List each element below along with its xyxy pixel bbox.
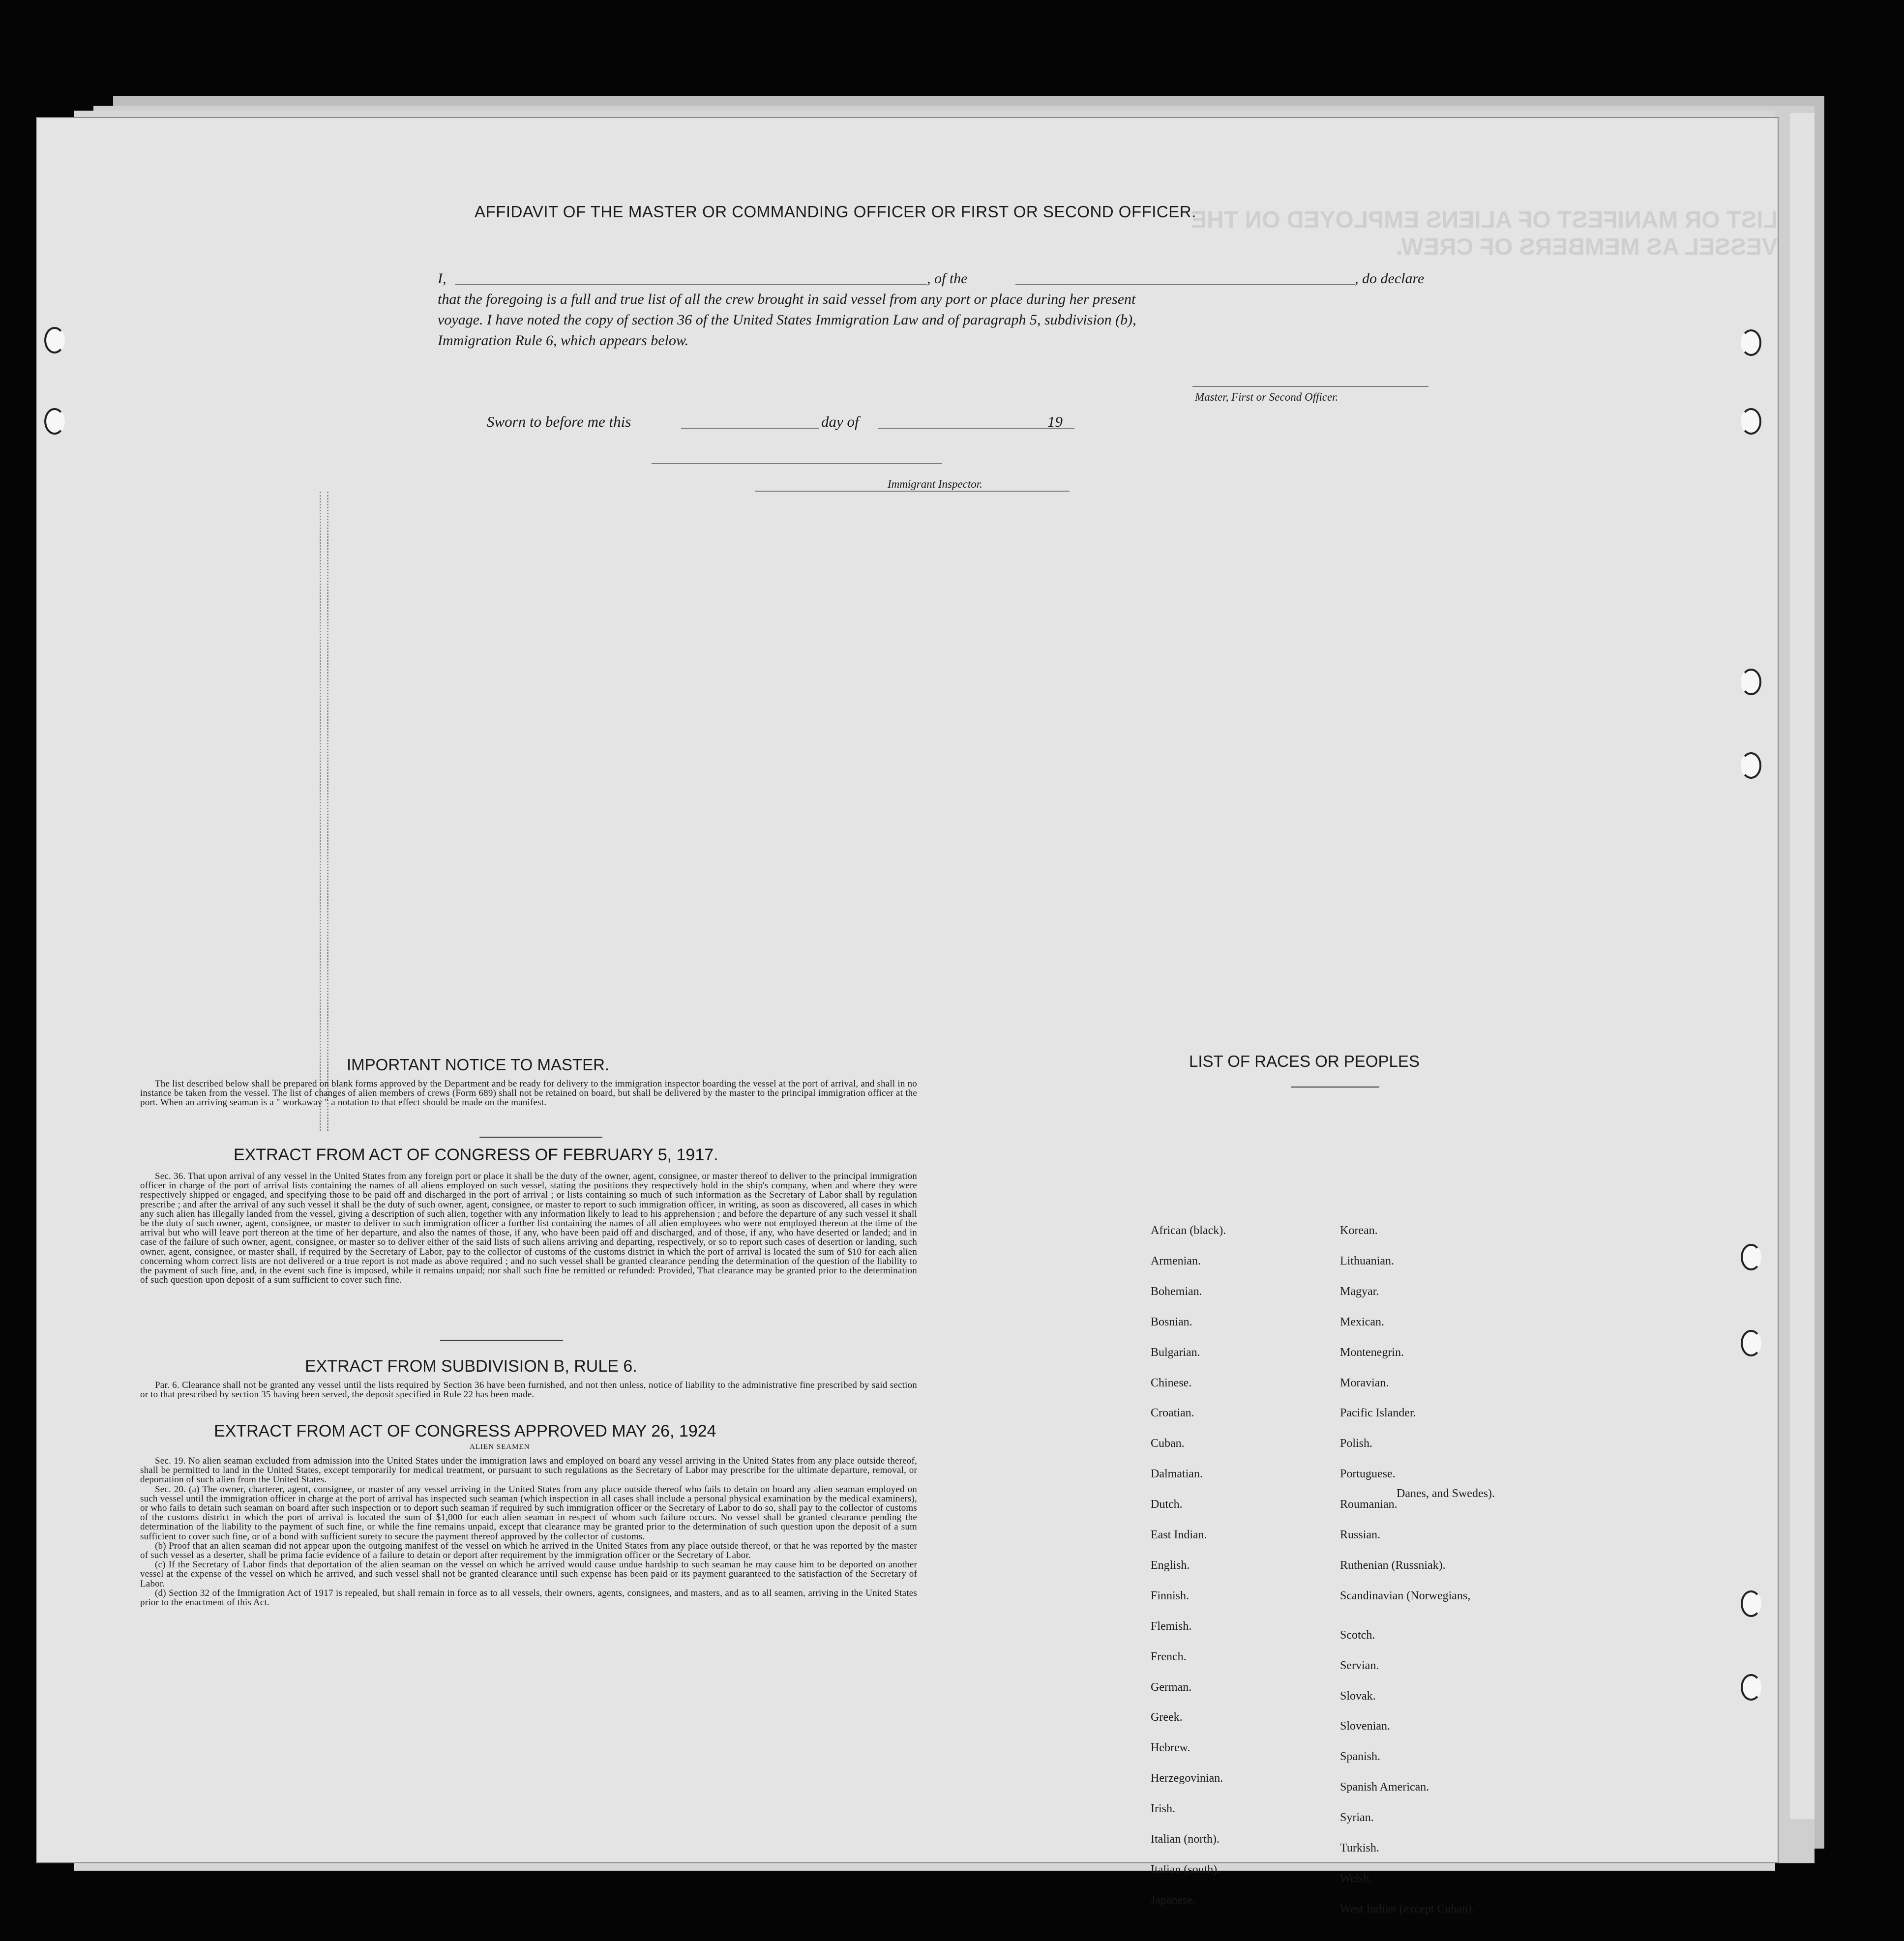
affidavit-do-declare-label: , do declare [1355, 270, 1425, 287]
race-item: Slovenian. [1340, 1720, 1390, 1733]
punch-hole [1741, 1330, 1761, 1356]
inspector-signature-line[interactable] [755, 491, 1070, 492]
year-label: 19 [1047, 413, 1063, 430]
race-item: Italian (north). [1151, 1833, 1220, 1846]
race-item: Flemish. [1151, 1619, 1192, 1633]
race-item: African (black). [1151, 1224, 1226, 1237]
race-item: Irish. [1151, 1802, 1175, 1816]
document-page [37, 118, 1778, 1915]
sworn-day-line[interactable] [681, 428, 819, 429]
divider [1291, 1087, 1379, 1088]
race-item: Chinese. [1151, 1376, 1192, 1389]
race-item: German. [1151, 1680, 1192, 1694]
race-item: Pacific Islander. [1340, 1407, 1416, 1420]
master-signature-line[interactable] [1192, 386, 1428, 387]
punch-hole [1741, 1674, 1761, 1701]
punch-hole [1741, 329, 1761, 356]
column-mark [320, 492, 323, 1131]
race-item: Armenian. [1151, 1254, 1201, 1267]
punch-hole [1741, 752, 1761, 779]
race-item: Polish. [1340, 1437, 1373, 1450]
notice-title: IMPORTANT NOTICE TO MASTER. [347, 1056, 610, 1074]
race-item: West Indian (except Cuban). [1340, 1902, 1475, 1915]
race-item: Slovak. [1340, 1689, 1376, 1703]
sworn-month-line[interactable] [878, 428, 1074, 429]
affidavit-i-label: I, [438, 270, 446, 287]
alien-seamen-subtitle: ALIEN SEAMEN [470, 1443, 530, 1451]
divider [479, 1137, 602, 1138]
extract-1924-title: EXTRACT FROM ACT OF CONGRESS APPROVED MAY 26, 1924 [214, 1422, 716, 1441]
punch-hole [44, 408, 65, 435]
race-item: Montenegrin. [1340, 1346, 1404, 1359]
affidavit-title: AFFIDAVIT OF THE MASTER OR COMMANDING OFFICER OR FIRST OR SECOND OFFICER. [475, 203, 1196, 221]
race-item: Spanish. [1340, 1750, 1381, 1764]
race-item: Welsh. [1340, 1872, 1372, 1885]
sec20c-text: (c) If the Secretary of Labor finds that deportation of the alien seaman on the vessel on which he arrived would cause undue hardship to such seaman he may cause him to be deported on another vessel at the expense of the vessel on which he arrived, and such vessel shall not be granted clearance until such expense has been paid or its payment guaranteed to the satisfaction of the Secretary of Labor. [140, 1559, 917, 1589]
race-item: Bulgarian. [1151, 1346, 1200, 1359]
race-item: Croatian. [1151, 1407, 1194, 1420]
race-item: Scandinavian (Norwegians, [1340, 1589, 1471, 1602]
races-title: LIST OF RACES OR PEOPLES [1189, 1052, 1420, 1070]
extract-1924-text [140, 1456, 917, 1607]
race-item: Herzegovinian. [1151, 1772, 1223, 1785]
extract-1917-text: Sec. 36. That upon arrival of any vessel in the United States from any foreign port or place it shall be the duty of the owner, agent, consignee, or master thereof to deliver to the principal immigration officer in charge of the port of arrival lists containing the names of all aliens employed on such vessel, stating the positions they respectively hold in the ship's company, when and where they were respectively shipped or engaged, and specifying those to be paid off and discharged in the port of arrival ; or lists containing so much of such information as the Secretary of Labor shall by regulation prescribe ; and after the arrival of any such vessel it shall be the duty of such owner, agent, consignee, or master to report to such immigration officer, in writing, as soon as discovered, all cases in which any such alien has illegally landed from the vessel, giving a description of such alien, together with any information likely to lead to his apprehension ; and before the departure of any such vessel it shall be the duty of such owner, agent, consignee, or master to deliver to such immigration officer a further list containing the names of all alien employees who were not employed thereon at the time of the arrival but who will leave port thereon at the time of her departure, and also the names of those, if any, who have been paid off and discharged, and of those, if any, who have deserted or landed; and in case of the failure of such owner, agent, consignee, or master so to deliver either of the said lists of such aliens arriving and departing, respectively, or so to report such cases of desertion or landing, such owner, agent, consignee, or master shall, if required by the Secretary of Labor, pay to the collector of customs of the customs district in which the port of arrival is located the sum of $10 for each alien concerning whom correct lists are not delivered or a true report is not made as above required ; and no such vessel shall be granted clearance pending the determination of the question of the liability to the payment of such fine, and, in the event such fine is imposed, while it remains unpaid; nor shall such fine be remitted or refunded: Provided, That clearance may be granted prior to the determination of such question upon deposit of a sum sufficient to cover such fine. [140, 1171, 917, 1286]
sworn-label: Sworn to before me this [487, 413, 631, 430]
race-item: Dutch. [1151, 1498, 1183, 1511]
punch-hole [1741, 669, 1761, 695]
race-item: Spanish American. [1340, 1781, 1429, 1794]
race-item: Japanese. [1151, 1893, 1196, 1907]
extract-rule6-text: Par. 6. Clearance shall not be granted any vessel until the lists required by Section 36 have been furnished, and not then unless, notice of liability to the administrative fine prescribed by said section or to that prescribed by section 35 having been served, the deposit specified in Rule 22 has been made. [140, 1380, 917, 1400]
race-item: Dalmatian. [1151, 1468, 1203, 1481]
race-item: Syrian. [1340, 1811, 1374, 1824]
race-item: English. [1151, 1559, 1190, 1572]
punch-hole [1741, 1244, 1761, 1270]
notice-text: The list described below shall be prepared on blank forms approved by the Department and be ready for delivery to the immigration inspector boarding the vessel at the port of arrival, and shall in no instance be taken from the vessel. The list of changes of alien members of crews (Form 689) shall not be retained on board, but shall be delivered by the master to the principal immigration officer at the port. When an arriving seaman is a " workaway " a notation to that effect should be made on the manifest. [140, 1079, 917, 1108]
punch-hole [1741, 408, 1761, 435]
sec20a-text: Sec. 20. (a) The owner, charterer, agent, consignee, or master of any vessel arriving in the United States from any place outside thereof who fails to detain on board any alien seaman employed on such vessel until the immigration officer in charge at the port of arrival has inspected such seaman (which inspection in all cases shall include a personal physical examination by the medical examiners), or who fails to detain such seaman on board after such inspection or to deport such seaman if required by such immigration officer or the Secretary of Labor to do so, shall pay to the collector of customs of the customs district in which the port of arrival is located the sum of $1,000 for each alien seaman in respect of whom such failure occurs. No vessel shall be granted clearance pending the determination of the liability to the payment of such fine, or while the fine remains unpaid, except that clearance may be granted prior to the determination of such question upon the deposit of a sum sufficient to cover such fine, or of a bond with sufficient surety to secure the payment thereof approved by the collector of customs. [140, 1484, 917, 1542]
background-page-edge [1790, 113, 1815, 1819]
divider [440, 1340, 563, 1341]
name-blank-line[interactable] [455, 284, 927, 285]
column-mark [327, 492, 330, 1131]
extract-rule6-title: EXTRACT FROM SUBDIVISION B, RULE 6. [305, 1357, 637, 1376]
race-item: Scotch. [1340, 1628, 1375, 1642]
race-item: Greek. [1151, 1711, 1183, 1724]
bleed-through: LIST OR MANIFEST OF ALIENS EMPLOYED ON THE VESSEL AS MEMBERS OF CREW. [1191, 207, 1778, 260]
vessel-blank-line[interactable] [1015, 284, 1355, 285]
sec19-text: Sec. 19. No alien seaman excluded from admission into the United States under the immigration laws and employed on board any vessel arriving in the United States from any place outside thereof, shall be permitted to land in the United States, except temporarily for medical treatment, or pursuant to such regulations as the Secretary of Labor may prescribe for the ultimate departure, removal, or deportation of such alien from the United States. [140, 1456, 917, 1485]
race-item: Italian (south). [1151, 1863, 1220, 1876]
race-item: Magyar. [1340, 1285, 1379, 1298]
inspector-caption: Immigrant Inspector. [888, 478, 982, 490]
race-item: East Indian. [1151, 1529, 1207, 1541]
race-item: Turkish. [1340, 1842, 1379, 1854]
race-item: Cuban. [1151, 1437, 1185, 1450]
sec20b-text: (b) Proof that an alien seaman did not appear upon the outgoing manifest of the vessel on which he arrived in the United States from any place outside thereof, or that he was reported by the master of such vessel as a deserter, shall be prima facie evidence of a failure to detain or deport after requirement by the immigration officer or the Secretary of Labor. [140, 1540, 917, 1561]
master-signature-caption: Master, First or Second Officer. [1195, 391, 1339, 403]
race-item: Bohemian. [1151, 1285, 1202, 1298]
inspector-line-upper [652, 463, 942, 464]
race-item: Portuguese. [1340, 1468, 1396, 1481]
extract-1917-title: EXTRACT FROM ACT OF CONGRESS OF FEBRUARY 5, 1917. [234, 1146, 718, 1164]
sec20d-text: (d) Section 32 of the Immigration Act of 1917 is repealed, but shall remain in force as to all vessels, their owners, agents, consignees, and masters, and as to all seamen, arriving in the United States prior to the enactment of this Act. [140, 1588, 917, 1608]
race-item: Roumanian. [1340, 1498, 1398, 1511]
race-item: Lithuanian. [1340, 1254, 1394, 1267]
affidavit-statement-line1: that the foregoing is a full and true list of all the crew brought in said vessel from any port or place during her present [438, 291, 1136, 307]
race-item: Servian. [1340, 1659, 1379, 1672]
affidavit-statement-line2: voyage. I have noted the copy of section 36 of the United States Immigration Law and of paragraph 5, subdivision (b), [438, 312, 1136, 328]
day-of-label: day of [821, 413, 859, 430]
race-item: Korean. [1340, 1224, 1378, 1237]
punch-hole [44, 327, 65, 353]
race-item: Finnish. [1151, 1589, 1190, 1602]
race-item: Danes, and Swedes). [1397, 1487, 1495, 1500]
affidavit-statement-line3: Immigration Rule 6, which appears below. [438, 332, 689, 349]
race-item: Mexican. [1340, 1315, 1384, 1328]
race-item: Russian. [1340, 1529, 1381, 1541]
race-item: French. [1151, 1650, 1187, 1663]
punch-hole [1741, 1590, 1761, 1617]
race-item: Moravian. [1340, 1376, 1389, 1389]
race-item: Ruthenian (Russniak). [1340, 1559, 1446, 1572]
affidavit-of-the-label: , of the [927, 270, 968, 287]
race-item: Hebrew. [1151, 1741, 1190, 1755]
race-item: Bosnian. [1151, 1315, 1192, 1328]
